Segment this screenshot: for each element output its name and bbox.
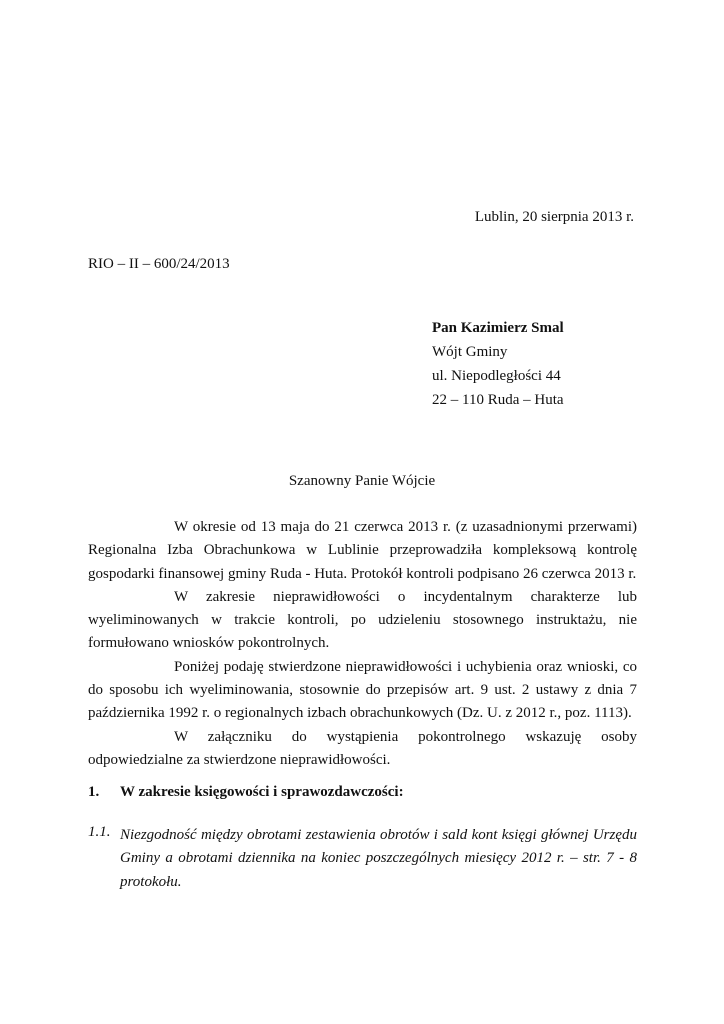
body-paragraph: W zakresie nieprawidłowości o incydentalnym charakterze lub wyeliminowanych w trakcie kontroli, po udzieleniu stosownego instruktażu, nie formułowano wniosków pokontrolnych. <box>88 588 637 652</box>
document-date: Lublin, 20 sierpnia 2013 r. <box>474 209 634 225</box>
addressee-name: Pan Kazimierz Smal <box>432 320 564 336</box>
body-paragraph: W załączniku do wystąpienia pokontrolnego wskazuję osoby odpowiedzialne za stwierdzone nieprawidłowości. <box>88 728 637 768</box>
reference-number: RIO – II – 600/24/2013 <box>88 256 230 272</box>
subsection-number: 1.1. <box>88 824 111 840</box>
section-number: 1. <box>88 784 100 800</box>
letter-body <box>88 516 637 772</box>
addressee-city: 22 – 110 Ruda – Huta <box>432 392 564 408</box>
section-title: W zakresie księgowości i sprawozdawczości: <box>120 784 404 800</box>
salutation: Szanowny Panie Wójcie <box>288 473 436 489</box>
body-paragraph: Poniżej podaję stwierdzone nieprawidłowości i uchybienia oraz wnioski, co do sposobu ich wyeliminowania, stosownie do przepisów art. 9 ust. 2 ustawy z dnia 7 października 1992 r. o regionalnych izbach obrachunkowych (Dz. U. z 2012 r., poz. 1113). <box>88 658 637 722</box>
addressee-street: ul. Niepodległości 44 <box>432 368 561 384</box>
body-paragraph: W okresie od 13 maja do 21 czerwca 2013 r. (z uzasadnionymi przerwami) Regionalna Izba Obrachunkowa w Lublinie przeprowadziła kompleksową kontrolę gospodarki finansowej gminy Ruda - Huta. Protokół kontroli podpisano 26 czerwca 2013 r. <box>88 519 637 582</box>
addressee-role: Wójt Gminy <box>432 344 508 360</box>
subsection-text: Niezgodność między obrotami zestawienia obrotów i sald kont księgi głównej Urzędu Gminy a obrotami dziennika na koniec poszczególnych miesięcy 2012 r. – str. 7 - 8 protokołu. <box>120 827 637 890</box>
